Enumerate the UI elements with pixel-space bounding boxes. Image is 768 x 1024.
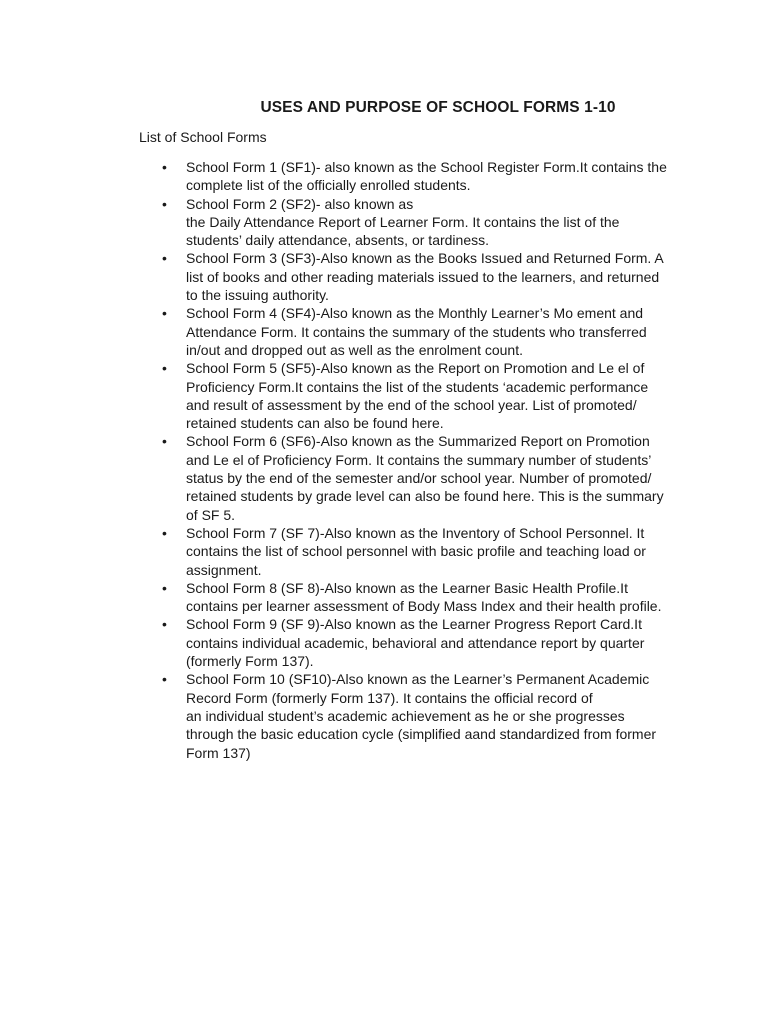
list-item-text-line: students’ daily attendance, absents, or tardiness. bbox=[186, 232, 489, 249]
list-item-text-line: and result of assessment by the end of the school year. List of promoted/ bbox=[186, 396, 637, 413]
list-item-text-line: retained students can also be found here. bbox=[186, 415, 444, 432]
list-item-text-line: Proficiency Form.It contains the list of the students ‘academic performance bbox=[186, 378, 649, 395]
list-item-text-line: of SF 5. bbox=[186, 506, 236, 523]
list-item-school-form-5 bbox=[162, 359, 726, 432]
bullet-icon: • bbox=[162, 524, 167, 541]
bullet-icon: • bbox=[162, 305, 167, 322]
list-item-school-form-3 bbox=[162, 249, 726, 304]
bullet-icon: • bbox=[162, 579, 167, 596]
document-title: USES AND PURPOSE OF SCHOOL FORMS 1-10 bbox=[260, 99, 616, 116]
list-item-text-line: in/out and dropped out as well as the enrolment count. bbox=[186, 341, 523, 358]
list-item-text-line: to the issuing authority. bbox=[186, 287, 329, 304]
list-item-text-line: list of books and other reading materials issued to the learners, and returned bbox=[186, 268, 660, 285]
list-item-text-line: the Daily Attendance Report of Learner Form. It contains the list of the bbox=[186, 213, 620, 230]
list-item-text-line: Attendance Form. It contains the summary of the students who transferred bbox=[186, 323, 647, 340]
list-item-text-line: complete list of the officially enrolled students. bbox=[186, 177, 471, 194]
list-item-text-line: School Form 3 (SF3)-Also known as the Books Issued and Returned Form. A bbox=[186, 250, 664, 267]
bullet-icon: • bbox=[162, 671, 167, 688]
list-item-text-line: through the basic education cycle (simplified aand standardized from former bbox=[186, 726, 657, 743]
list-item-text-line: (formerly Form 137). bbox=[186, 653, 314, 670]
list-item-school-form-4 bbox=[162, 304, 726, 359]
list-item-school-form-7 bbox=[162, 524, 726, 579]
list-item-school-form-1 bbox=[162, 158, 726, 195]
list-item-text-line: contains the list of school personnel with basic profile and teaching load or bbox=[186, 543, 646, 560]
list-item-text-line: assignment. bbox=[186, 561, 262, 578]
list-item-text-line: School Form 2 (SF2)- also known as bbox=[186, 195, 414, 212]
bullet-icon: • bbox=[162, 195, 167, 212]
bullet-icon: • bbox=[162, 360, 167, 377]
list-item-text-line: School Form 6 (SF6)-Also known as the Summarized Report on Promotion bbox=[186, 433, 650, 450]
list-item-school-form-2 bbox=[162, 195, 726, 250]
list-heading: List of School Forms bbox=[139, 129, 267, 145]
list-item-text-line: retained students by grade level can also be found here. This is the summary bbox=[186, 488, 664, 505]
list-item-school-form-9 bbox=[162, 615, 726, 670]
bullet-icon: • bbox=[162, 616, 167, 633]
bullet-icon: • bbox=[162, 433, 167, 450]
list-item-school-form-10 bbox=[162, 670, 726, 761]
list-item-text-line: School Form 4 (SF4)-Also known as the Monthly Learner’s Mo ement and bbox=[186, 305, 644, 322]
list-item-text-line: School Form 5 (SF5)-Also known as the Report on Promotion and Le el of bbox=[186, 360, 645, 377]
list-item-text-line: School Form 8 (SF 8)-Also known as the Learner Basic Health Profile.It bbox=[186, 579, 628, 596]
school-forms-list bbox=[162, 158, 726, 762]
list-item-text-line: School Form 1 (SF1)- also known as the School Register Form.It contains the bbox=[186, 159, 667, 175]
list-item-text-line: contains individual academic, behavioral and attendance report by quarter bbox=[186, 634, 645, 651]
list-item-text-line: status by the end of the semester and/or school year. Number of promoted/ bbox=[186, 470, 652, 487]
list-item-school-form-8 bbox=[162, 579, 726, 616]
list-item-text-line: School Form 7 (SF 7)-Also known as the Inventory of School Personnel. It bbox=[186, 524, 645, 541]
bullet-icon: • bbox=[162, 159, 167, 175]
bullet-icon: • bbox=[162, 250, 167, 267]
list-item-text-line: Record Form (formerly Form 137). It contains the official record of bbox=[186, 689, 593, 706]
list-item-text-line: School Form 9 (SF 9)-Also known as the Learner Progress Report Card.It bbox=[186, 616, 642, 633]
list-item-school-form-6 bbox=[162, 432, 726, 523]
list-item-text-line: Form 137) bbox=[186, 744, 251, 761]
list-item-text-line: School Form 10 (SF10)-Also known as the Learner’s Permanent Academic bbox=[186, 671, 650, 688]
list-item-text-line: and Le el of Proficiency Form. It contains the summary number of students’ bbox=[186, 451, 652, 468]
list-item-text-line: an individual student’s academic achievement as he or she progresses bbox=[186, 707, 625, 724]
list-item-text-line: contains per learner assessment of Body Mass Index and their health profile. bbox=[186, 598, 662, 615]
